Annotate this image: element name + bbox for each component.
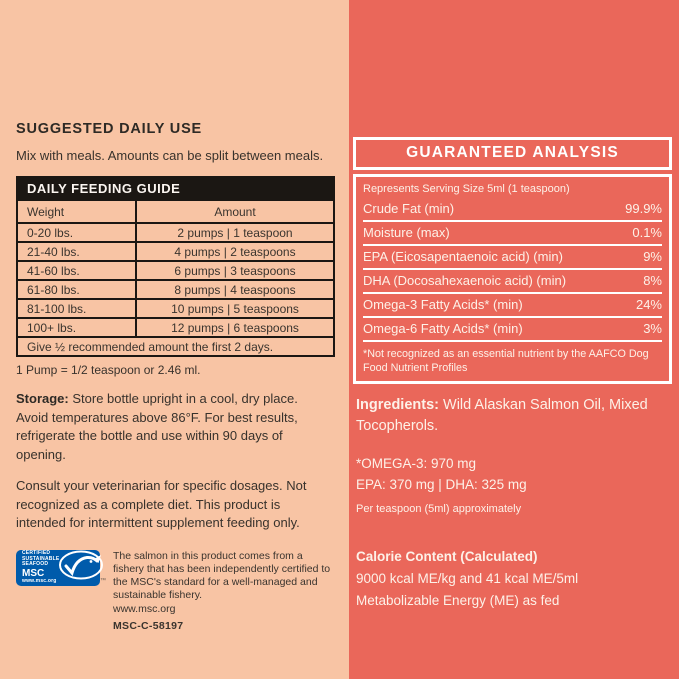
weight-cell: 61-80 lbs.	[17, 280, 136, 299]
table-row	[17, 242, 334, 261]
weight-cell: 21-40 lbs.	[17, 242, 136, 261]
serving-size-note: Represents Serving Size 5ml (1 teaspoon)	[363, 183, 570, 195]
nutrient-value: 99.9%	[625, 201, 662, 216]
nutrient-label: EPA (Eicosapentaenoic acid) (min)	[363, 249, 563, 264]
nutrient-label: Omega-6 Fatty Acids* (min)	[363, 321, 523, 336]
analysis-row	[363, 294, 662, 318]
nutrient-label: Moisture (max)	[363, 225, 450, 240]
ingredients-text: Wild Alaskan Salmon Oil, Mixed Tocopherols.	[356, 397, 648, 434]
analysis-row	[363, 198, 662, 222]
storage-text: Store bottle upright in a cool, dry place. Avoid temperatures above 86°F. For best results, refrigerate the bottle and use within 90 days of opening.	[16, 391, 298, 462]
amount-cell: 2 pumps | 1 teaspoon	[136, 223, 334, 242]
table-row	[17, 318, 334, 337]
storage-label: Storage:	[16, 391, 69, 406]
nutrient-label: Omega-3 Fatty Acids* (min)	[363, 297, 523, 312]
storage-paragraph	[16, 390, 332, 464]
feeding-table-body	[17, 223, 334, 337]
omega-content-section	[356, 454, 672, 519]
msc-badge-text: CERTIFIED SUSTAINABLE SEAFOOD MSC www.msc.org	[22, 550, 60, 584]
guaranteed-analysis-title: GUARANTEED ANALYSIS	[353, 137, 672, 170]
msc-logo	[16, 550, 106, 586]
column-header-amount: Amount	[136, 200, 334, 223]
ingredients-paragraph	[356, 395, 672, 437]
table-row	[17, 280, 334, 299]
ingredients-label: Ingredients:	[356, 397, 439, 413]
weight-cell: 41-60 lbs.	[17, 261, 136, 280]
epa-dha-amounts: EPA: 370 mg | DHA: 325 mg	[356, 477, 527, 492]
analysis-row	[363, 270, 662, 294]
suggested-daily-use-heading: SUGGESTED DAILY USE	[16, 121, 203, 137]
nutrient-value: 8%	[643, 273, 662, 288]
nutrient-label: Crude Fat (min)	[363, 201, 455, 216]
right-panel	[349, 0, 679, 679]
per-teaspoon-note: Per teaspoon (5ml) approximately	[356, 503, 522, 515]
weight-cell: 100+ lbs.	[17, 318, 136, 337]
omega3-amount: *OMEGA-3: 970 mg	[356, 456, 477, 471]
aafco-footnote: *Not recognized as an essential nutrient by the AAFCO Dog Food Nutrient Profiles	[363, 348, 649, 374]
amount-cell: 12 pumps | 6 teaspoons	[136, 318, 334, 337]
analysis-row	[363, 222, 662, 246]
amount-cell: 8 pumps | 4 teaspoons	[136, 280, 334, 299]
nutrient-label: DHA (Docosahexaenoic acid) (min)	[363, 273, 567, 288]
msc-text-block	[113, 550, 335, 633]
amount-cell: 10 pumps | 5 teaspoons	[136, 299, 334, 318]
analysis-row	[363, 246, 662, 270]
msc-fish-check-icon	[58, 550, 104, 585]
weight-cell: 81-100 lbs.	[17, 299, 136, 318]
table-row	[17, 223, 334, 242]
nutrient-value: 0.1%	[632, 225, 662, 240]
calorie-title: Calorie Content (Calculated)	[356, 549, 538, 564]
calorie-values: 9000 kcal ME/kg and 41 kcal ME/5ml	[356, 571, 579, 586]
table-footer-note: Give ½ recommended amount the first 2 days.	[17, 337, 334, 356]
msc-description: The salmon in this product comes from a fishery that has been independently certified to the MSC's standard for a well-managed and sustainable fishery.	[113, 549, 331, 601]
amount-cell: 6 pumps | 3 teaspoons	[136, 261, 334, 280]
table-row	[17, 299, 334, 318]
analysis-rows	[363, 198, 662, 342]
column-header-weight: Weight	[17, 200, 136, 223]
weight-cell: 0-20 lbs.	[17, 223, 136, 242]
nutrient-value: 3%	[643, 321, 662, 336]
calorie-content-section	[356, 546, 672, 612]
analysis-row	[363, 318, 662, 342]
metabolizable-energy-note: Metabolizable Energy (ME) as fed	[356, 593, 560, 608]
table-title: DAILY FEEDING GUIDE	[17, 177, 334, 200]
msc-certification-section	[16, 550, 335, 633]
daily-feeding-guide-table	[16, 176, 335, 357]
table-row	[17, 261, 334, 280]
nutrient-value: 9%	[643, 249, 662, 264]
msc-certificate-code: MSC-C-58197	[113, 619, 184, 632]
msc-url: www.msc.org	[113, 602, 176, 615]
intro-text: Mix with meals. Amounts can be split between meals.	[16, 148, 324, 163]
msc-trademark: ™	[100, 577, 106, 584]
pump-conversion-note: 1 Pump = 1/2 teaspoon or 2.46 ml.	[16, 363, 201, 377]
amount-cell: 4 pumps | 2 teaspoons	[136, 242, 334, 261]
nutrient-value: 24%	[635, 297, 662, 312]
veterinarian-note: Consult your veterinarian for specific dosages. Not recognized as a complete diet. This product is intended for intermittent supplement feeding only.	[16, 478, 307, 530]
guaranteed-analysis-box	[353, 174, 672, 384]
